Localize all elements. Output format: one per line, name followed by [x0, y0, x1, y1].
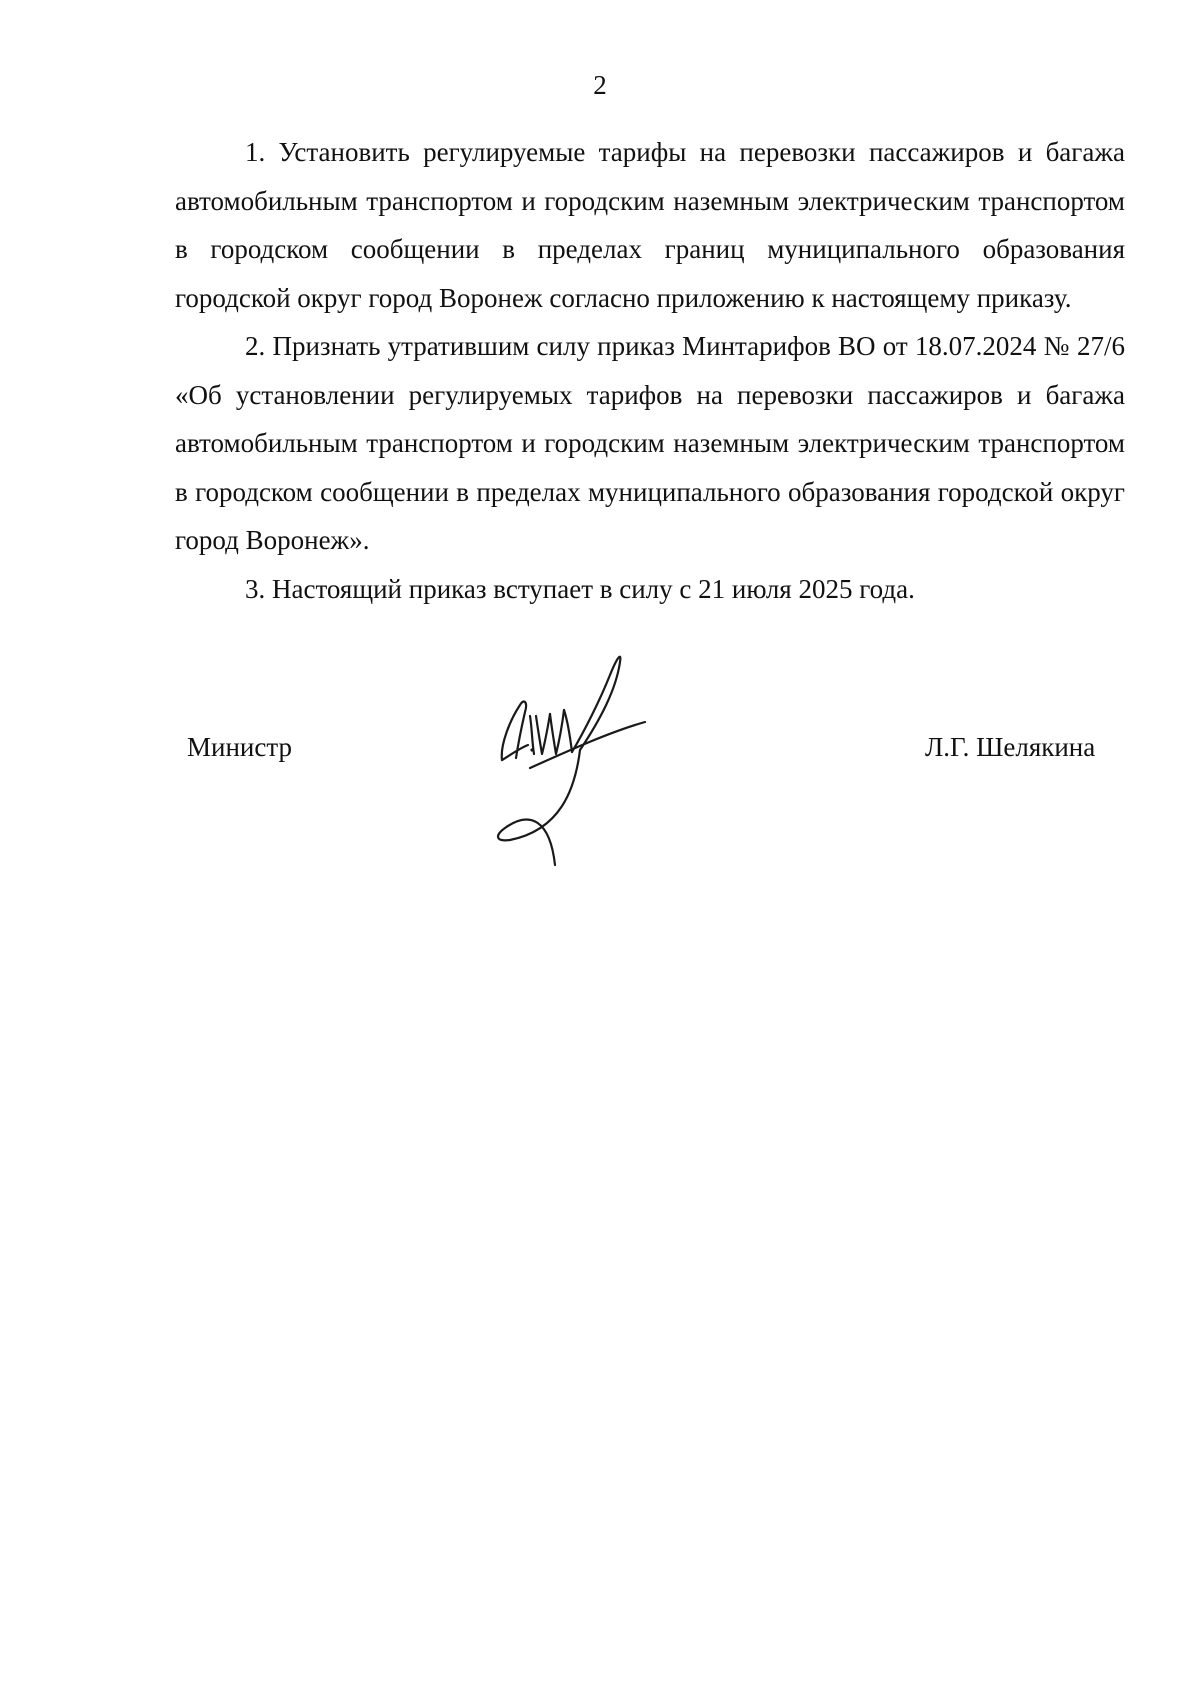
- signatory-name: Л.Г. Шелякина: [925, 732, 1096, 762]
- paragraph-2: 2. Признать утратившим силу приказ Минтарифов ВО от 18.07.2024 № 27/6 «Об установлении регулируемых тарифов на перевозки пассажиров и багажа автомобильным транспортом и городским наземным электрическим транспортом в городском сообщении в пределах муниципального образования городской округ город Воронеж».: [175, 331, 1125, 555]
- handwritten-signature-icon: [490, 650, 670, 890]
- page-number: 2: [593, 70, 607, 100]
- paragraph-3: 3. Настоящий приказ вступает в силу с 21 июля 2025 года.: [245, 573, 915, 604]
- signatory-role: Министр: [187, 732, 292, 762]
- paragraph-1: 1. Установить регулируемые тарифы на перевозки пассажиров и багажа автомобильным транспортом и городским наземным электрическим транспортом в городском сообщении в пределах границ муниципального образования городской округ город Воронеж согласно приложению к настоящему приказу.: [175, 137, 1125, 313]
